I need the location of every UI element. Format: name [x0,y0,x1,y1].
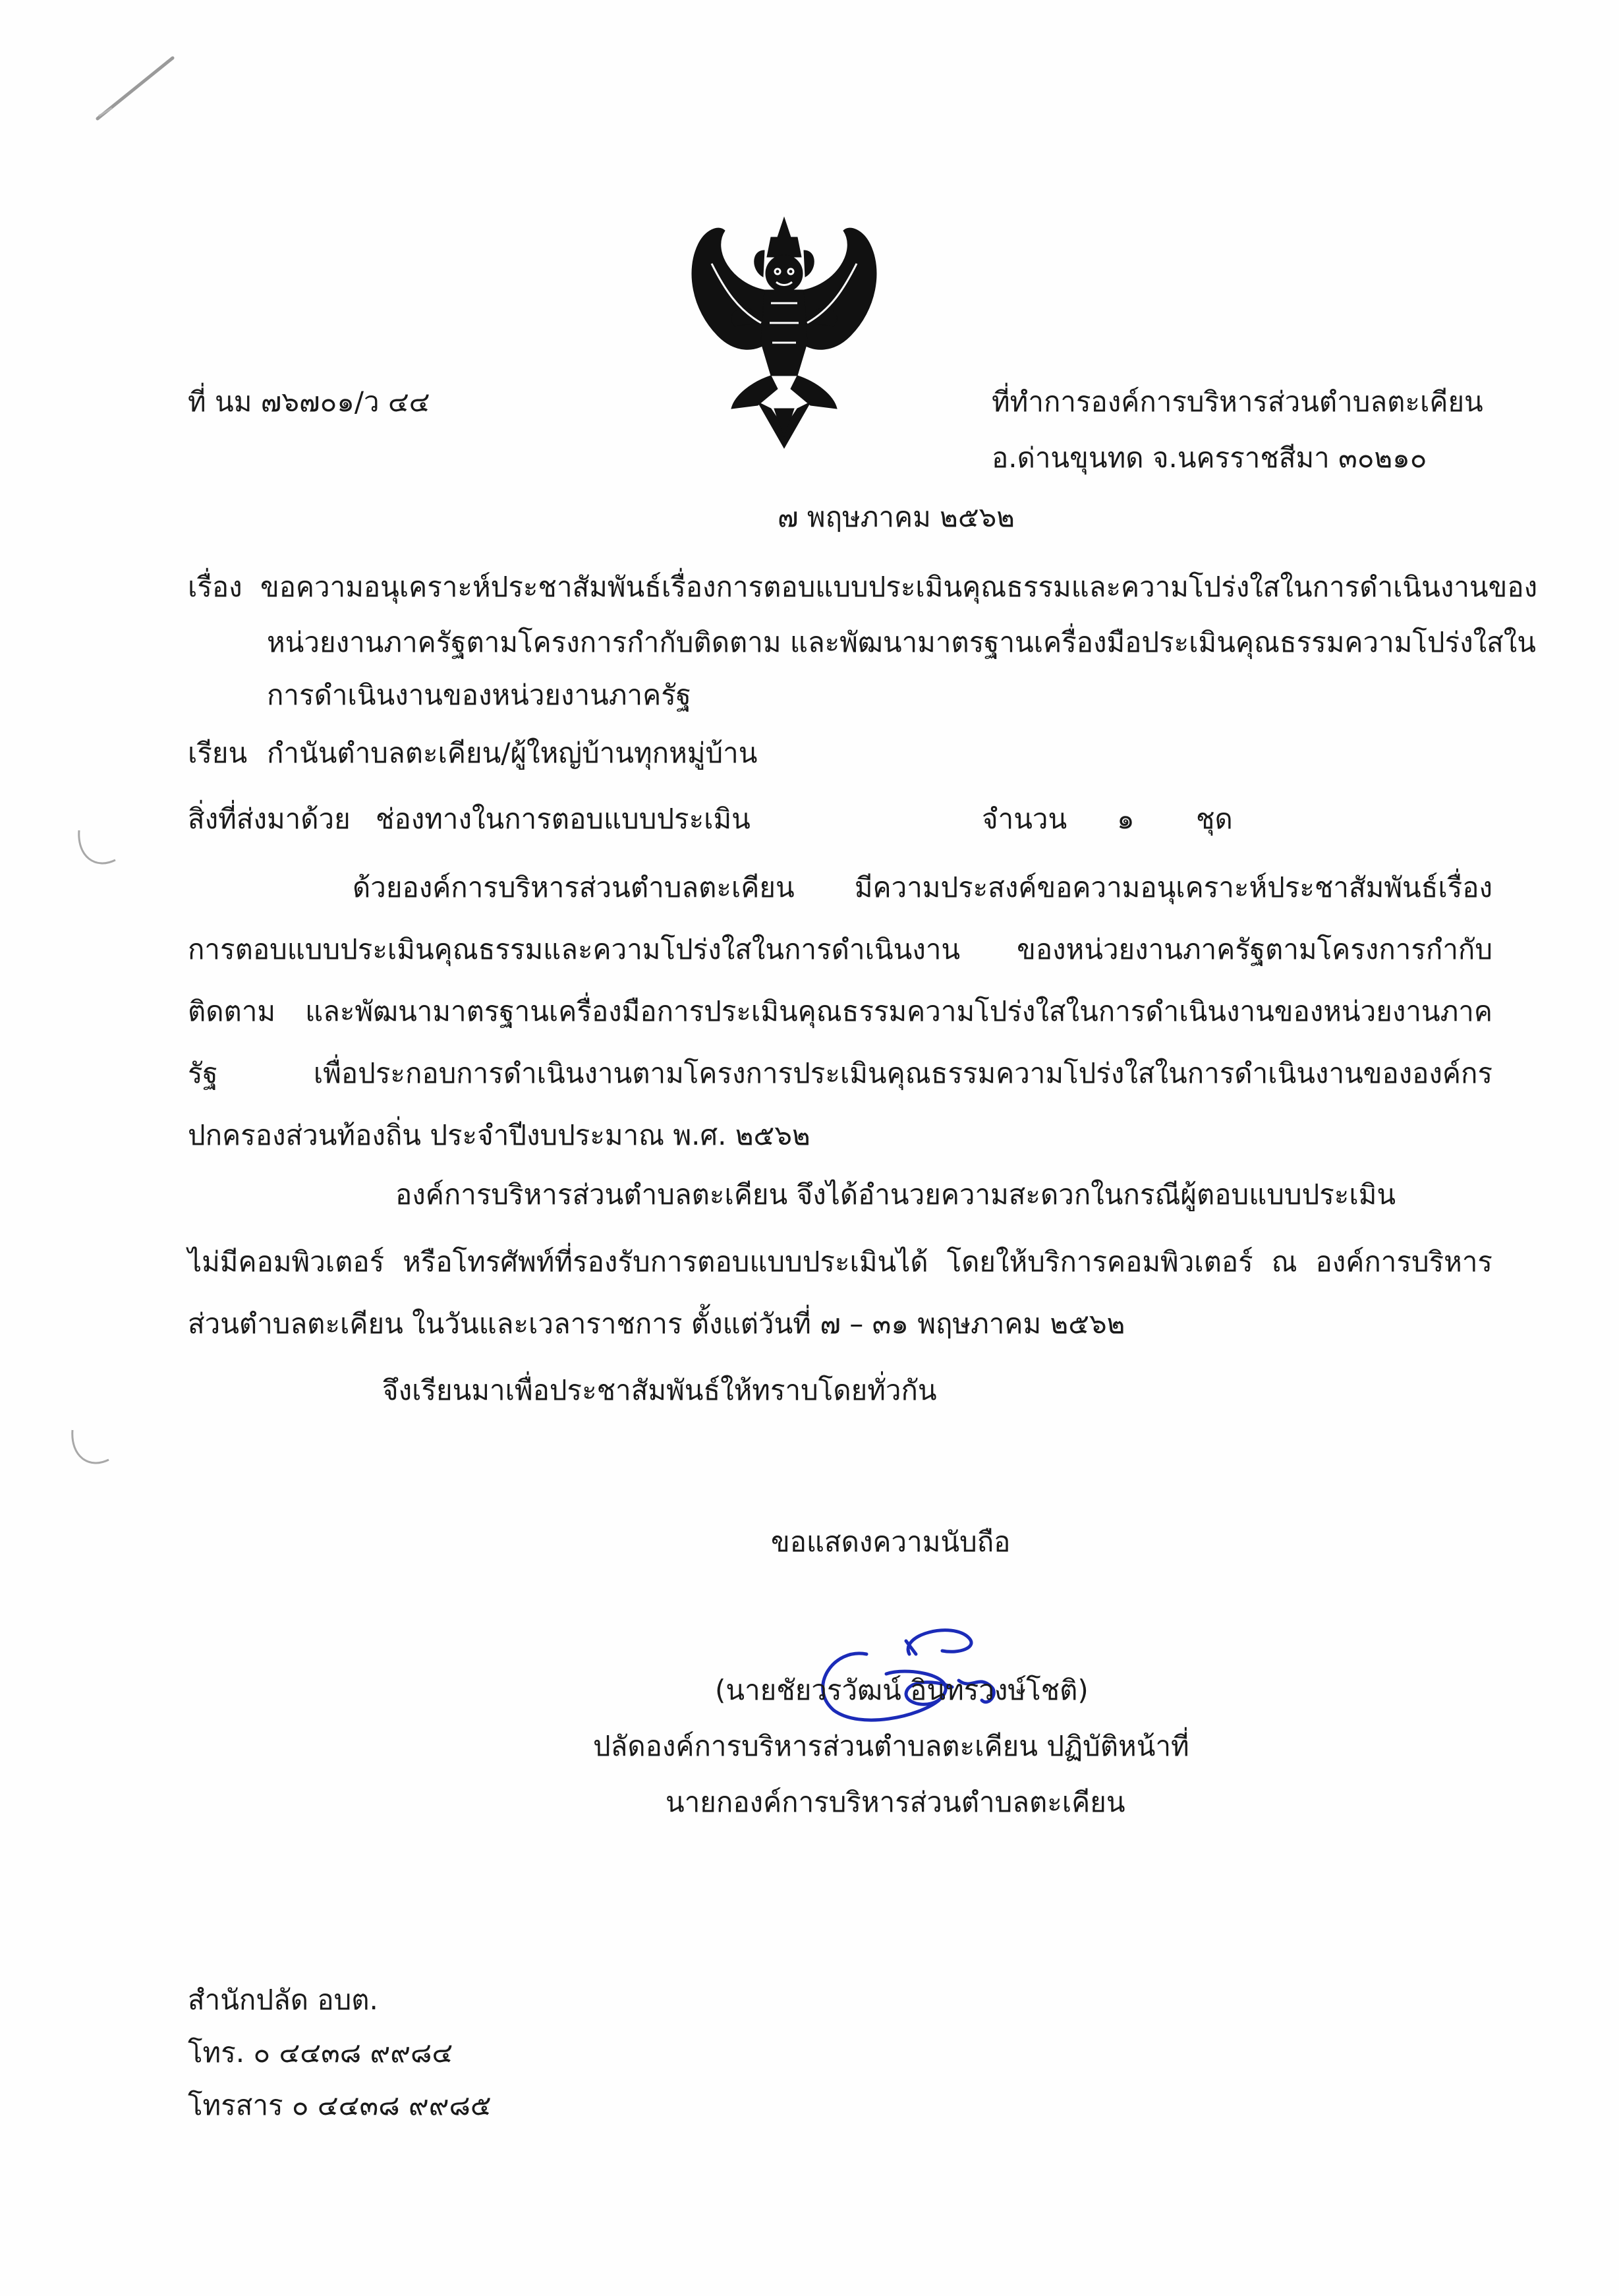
body-paragraph-2-rest: ไม่มีคอมพิวเตอร์ หรือโทรศัพท์ที่รองรับการตอบแบบประเมินได้ โดยให้บริการคอมพิวเตอร์ ณ องค์การบริหารส่วนตำบลตะเคียน ในวันและเวลาราชการ ตั้งแต่วันที่ ๗ – ๓๑ พฤษภาคม ๒๕๖๒ [188,1246,1492,1340]
enclosure-label: สิ่งที่ส่งมาด้วย [188,803,351,835]
signer-name: (นายชัยวรวัฒน์ อินทรวงษ์โชติ) [715,1674,1089,1706]
reference-number: ที่ นม ๗๖๗๐๑/ว ๔๔ [188,386,430,418]
subject-label: เรื่อง [188,571,242,603]
body-paragraph-3: จึงเรียนมาเพื่อประชาสัมพันธ์ให้ทราบโดยทั่วกัน [382,1374,937,1406]
enclosure-text: ช่องทางในการตอบแบบประเมิน [376,803,751,835]
closing-phrase: ขอแสดงความนับถือ [771,1526,1011,1558]
office-address-line1: ที่ทำการองค์การบริหารส่วนตำบลตะเคียน [992,386,1483,418]
body-paragraph-1: ด้วยองค์การบริหารส่วนตำบลตะเคียน มีความประสงค์ขอความอนุเคราะห์ประชาสัมพันธ์เรื่อง การตอบแบบประเมินคุณธรรมและความโปร่งใสในการดำเนินงาน ของหน่วยงานภาครัฐตามโครงการกำกับติดตาม และพัฒนามาตรฐานเครื่องมือการประเมินคุณธรรมความโปร่งใสในการดำเนินงานของหน่วยงานภาครัฐ เพื่อประกอบการดำเนินงานตามโครงการประเมินคุณธรรมความโปร่งใสในการดำเนินงานขององค์กรปกครองส่วนท้องถิ่น ประจำปีงบประมาณ พ.ศ. ๒๕๖๒ [188,871,1492,1151]
signer-title-2: นายกองค์การบริหารส่วนตำบลตะเคียน [666,1786,1125,1818]
subject-line2: หน่วยงานภาครัฐตามโครงการกำกับติดตาม และพัฒนามาตรฐานเครื่องมือประเมินคุณธรรมความโปร่งใสใน [267,626,1537,658]
punch-hole-mark [69,824,122,876]
staple-mark [92,53,178,125]
letter-date: ๗ พฤษภาคม ๒๕๖๒ [778,501,1015,533]
footer-department: สำนักปลัด อบต. [188,1984,378,2016]
subject-line3: การดำเนินงานของหน่วยงานภาครัฐ [267,679,691,711]
body-paragraph-2-first-line: องค์การบริหารส่วนตำบลตะเคียน จึงได้อำนวยความสะดวกในกรณีผู้ตอบแบบประเมิน [395,1178,1396,1211]
punch-hole-mark [63,1423,115,1476]
subject-line1: ขอความอนุเคราะห์ประชาสัมพันธ์เรื่องการตอบแบบประเมินคุณธรรมและความโปร่งใสในการดำเนินงานของ [260,571,1538,603]
office-address-line2: อ.ด่านขุนทด จ.นครราชสีมา ๓๐๒๑๐ [992,442,1427,474]
signer-title-1: ปลัดองค์การบริหารส่วนตำบลตะเคียน ปฏิบัติหน้าที่ [593,1730,1189,1762]
salutation-text: กำนันตำบลตะเคียน/ผู้ใหญ่บ้านทุกหมู่บ้าน [267,737,758,769]
enclosure-qty-label: จำนวน [982,803,1067,835]
garuda-emblem [672,211,896,455]
handwritten-signature [794,1575,1058,1746]
enclosure-unit: ชุด [1196,803,1233,835]
footer-fax: โทรสาร ๐ ๔๔๓๘ ๙๙๘๕ [188,2089,492,2121]
salutation-label: เรียน [188,737,248,769]
enclosure-qty: ๑ [1117,803,1135,835]
footer-telephone: โทร. ๐ ๔๔๓๘ ๙๙๘๔ [188,2036,453,2069]
